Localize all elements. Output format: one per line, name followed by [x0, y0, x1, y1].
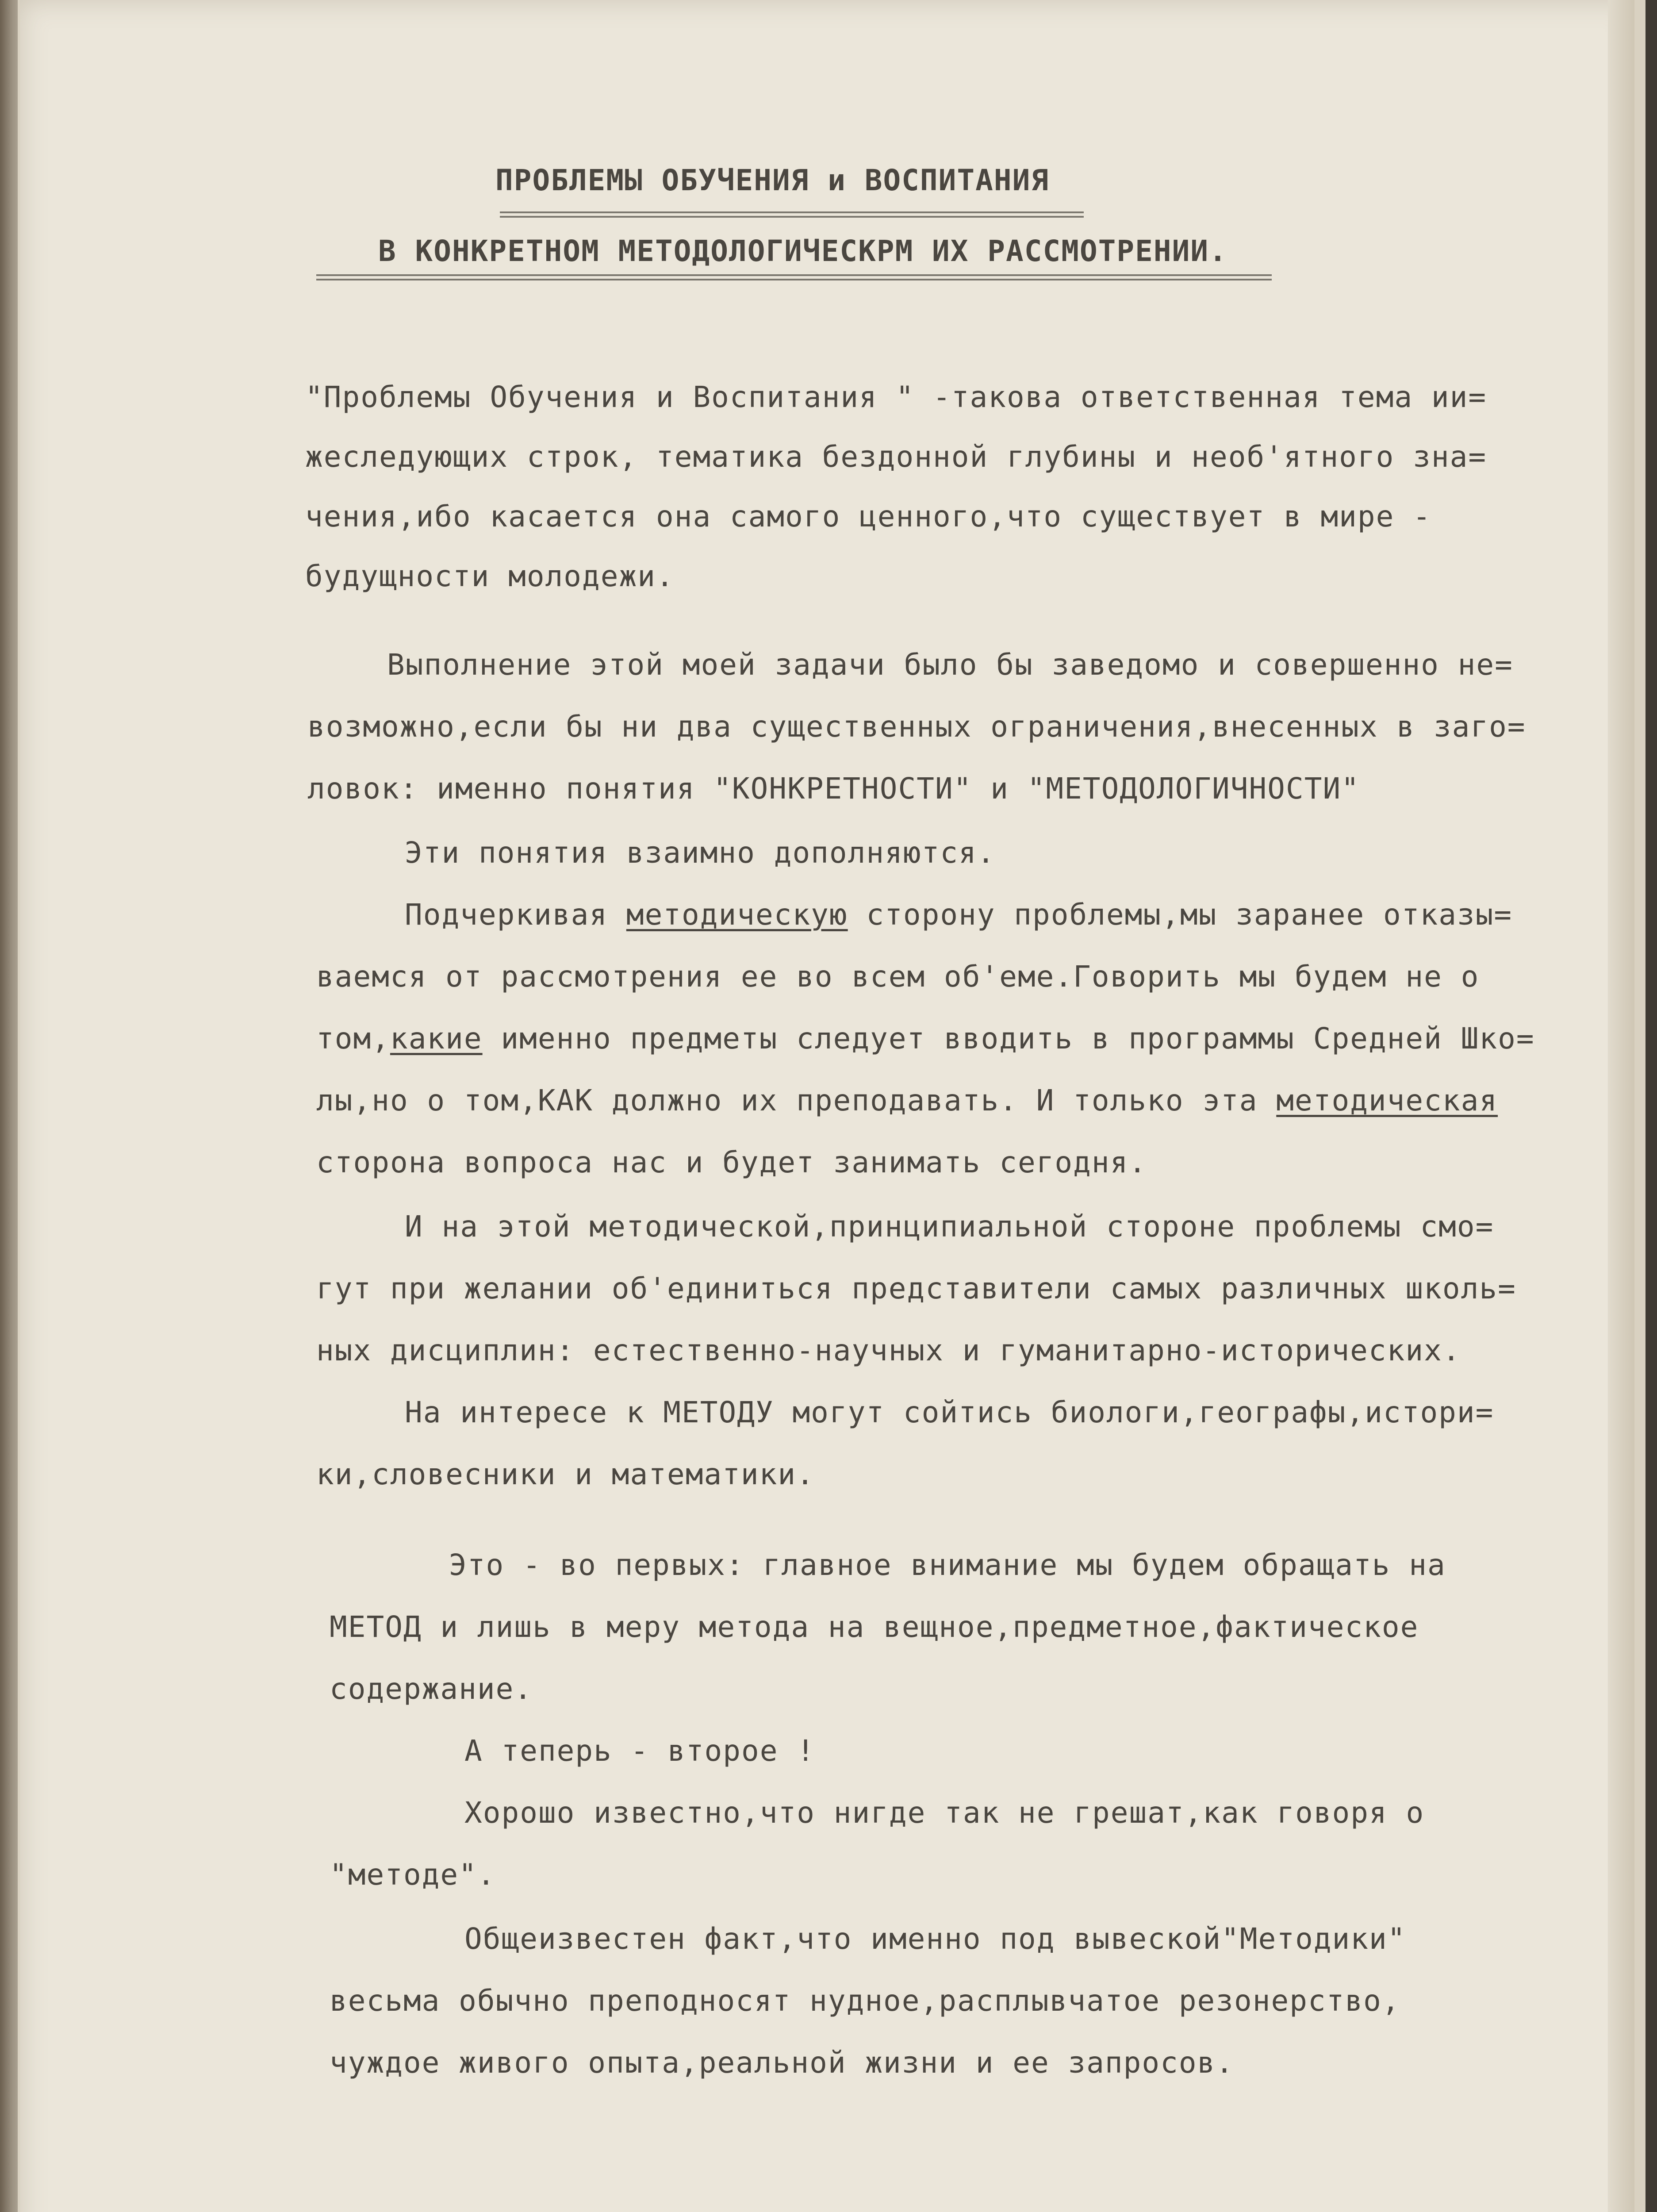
paragraph-4-line-1 [405, 898, 1513, 932]
paragraph-9-line-1: Хорошо известно,что нигде так не грешат,как говоря о [464, 1796, 1425, 1830]
paragraph-2-line-3: ловок: именно понятия "КОНКРЕТНОСТИ" и "МЕТОДОЛОГИЧНОСТИ" [307, 772, 1360, 806]
paragraph-6-line-2: ки,словесники и математики. [316, 1457, 815, 1491]
underlined-word-metodicheskuyu: методическую [626, 898, 848, 932]
paragraph-3: Эти понятия взаимно дополняются. [405, 836, 996, 870]
paragraph-4-line-5: сторона вопроса нас и будет занимать сегодня. [316, 1145, 1147, 1179]
underlined-word-kakie: какие [390, 1022, 483, 1056]
paragraph-5-line-3: ных дисциплин: естественно-научных и гуманитарно-исторических. [316, 1333, 1461, 1367]
title-rule-2 [316, 274, 1272, 280]
paragraph-1-line-2: жеследующих строк, тематика бездонной глубины и необ'ятного зна= [305, 440, 1487, 474]
typewritten-page [20, 0, 1634, 2212]
paragraph-9-line-2: "методе". [330, 1858, 496, 1892]
paragraph-4-l3-a: том, [316, 1022, 390, 1056]
underlined-word-metodicheskaya: методическая [1276, 1083, 1498, 1118]
paragraph-1-line-1: "Проблемы Обучения и Воспитания " -такова ответственная тема ии= [305, 380, 1487, 414]
paragraph-10-line-1: Общеизвестен факт,что именно под вывеской"Методики" [464, 1922, 1406, 1956]
page-text [20, 0, 1634, 2212]
paragraph-4-l1-a: Подчеркивая [405, 898, 626, 932]
paragraph-7-line-2: МЕТОД и лишь в меру метода на вещное,предметное,фактическое [330, 1610, 1419, 1644]
paragraph-4-line-2: ваемся от рассмотрения ее во всем об'еме.Говорить мы будем не о [316, 960, 1480, 994]
paragraph-4-line-3 [316, 1022, 1535, 1056]
paragraph-7-line-3: содержание. [330, 1672, 533, 1706]
title-line-2: В КОНКРЕТНОМ МЕТОДОЛОГИЧЕСКРМ ИХ РАССМОТРЕНИИ. [378, 234, 1227, 268]
paragraph-2-line-2: возможно,если бы ни два существенных ограничения,внесенных в заго= [307, 710, 1526, 744]
paragraph-7-line-1: Это - во первых: главное внимание мы будем обращать на [449, 1548, 1446, 1582]
paragraph-2-line-1: Выполнение этой моей задачи было бы заведомо и совершенно не= [387, 648, 1513, 682]
title-line-1: ПРОБЛЕМЫ ОБУЧЕНИЯ и ВОСПИТАНИЯ [495, 163, 1050, 197]
paragraph-5-line-1: И на этой методической,принципиальной стороне проблемы смо= [405, 1210, 1494, 1244]
paragraph-6-line-1: На интересе к МЕТОДУ могут сойтись биологи,географы,истори= [405, 1395, 1494, 1429]
paragraph-1-line-4: будущности молодежи. [305, 559, 675, 593]
title-rule-1 [500, 211, 1084, 218]
paragraph-5-line-2: гут при желании об'единиться представители самых различных школь= [316, 1271, 1516, 1306]
paragraph-10-line-3: чуждое живого опыта,реальной жизни и ее запросов. [330, 2046, 1235, 2080]
paragraph-1-line-3: чения,ибо касается она самого ценного,что существует в мире - [305, 499, 1431, 534]
paragraph-4-l1-b: сторону проблемы,мы заранее отказы= [848, 898, 1513, 932]
paragraph-4-l3-b: именно предметы следует вводить в программы Средней Шко= [482, 1022, 1535, 1056]
paragraph-8: А теперь - второе ! [464, 1734, 815, 1768]
paragraph-4-l4-a: лы,но о том,КАК должно их преподавать. И только эта [316, 1083, 1277, 1118]
paragraph-4-line-4 [316, 1083, 1498, 1118]
paragraph-10-line-2: весьма обычно преподносят нудное,расплывчатое резонерство, [330, 1984, 1400, 2018]
